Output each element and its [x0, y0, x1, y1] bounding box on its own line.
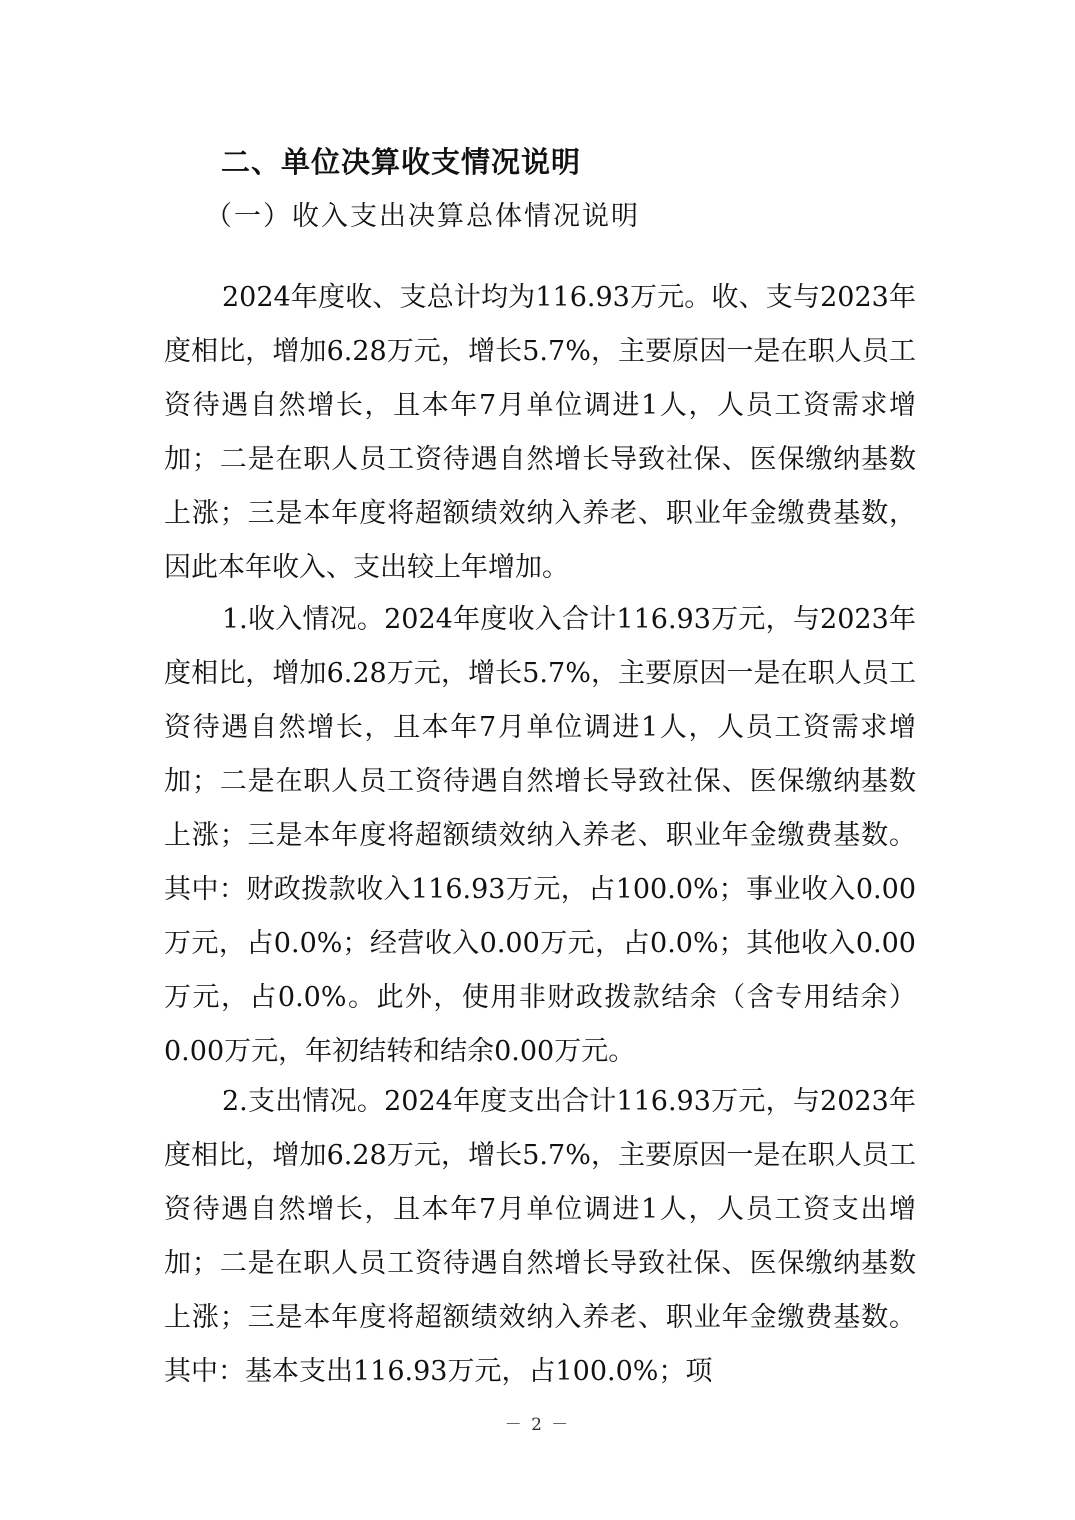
section-heading: 二、单位决算收支情况说明: [221, 145, 582, 179]
paragraph-overview: 2024年度收、支总计均为116.93万元。收、支与2023年度相比，增加6.28万元，增长5.7%，主要原因一是在职人员工资待遇自然增长，且本年7月单位调进1人，人员工资需求增加；二是在职人员工资待遇自然增长导致社保、医保缴纳基数上涨；三是本年度将超额绩效纳入养老、职业年金缴费基数，因此本年收入、支出较上年增加。: [164, 282, 916, 583]
paragraph-expenditure: 2.支出情况。2024年度支出合计116.93万元，与2023年度相比，增加6.28万元，增长5.7%，主要原因一是在职人员工资待遇自然增长，且本年7月单位调进1人，人员工资支出增加；二是在职人员工资待遇自然增长导致社保、医保缴纳基数上涨；三是本年度将超额绩效纳入养老、职业年金缴费基数。其中：基本支出116.93万元，占100.0%；项: [164, 1086, 916, 1387]
page-number: － 2 －: [504, 1415, 571, 1435]
paragraph-income: 1.收入情况。2024年度收入合计116.93万元，与2023年度相比，增加6.28万元，增长5.7%，主要原因一是在职人员工资待遇自然增长，且本年7月单位调进1人，人员工资需求增加；二是在职人员工资待遇自然增长导致社保、医保缴纳基数上涨；三是本年度将超额绩效纳入养老、职业年金缴费基数。其中：财政拨款收入116.93万元，占100.0%；事业收入0.00万元，占0.0%；经营收入0.00万元，占0.0%；其他收入0.00万元，占0.0%。此外，使用非财政拨款结余（含专用结余）0.00万元，年初结转和结余0.00万元。: [164, 604, 916, 1067]
subsection-heading: （一）收入支出决算总体情况说明: [205, 201, 640, 232]
